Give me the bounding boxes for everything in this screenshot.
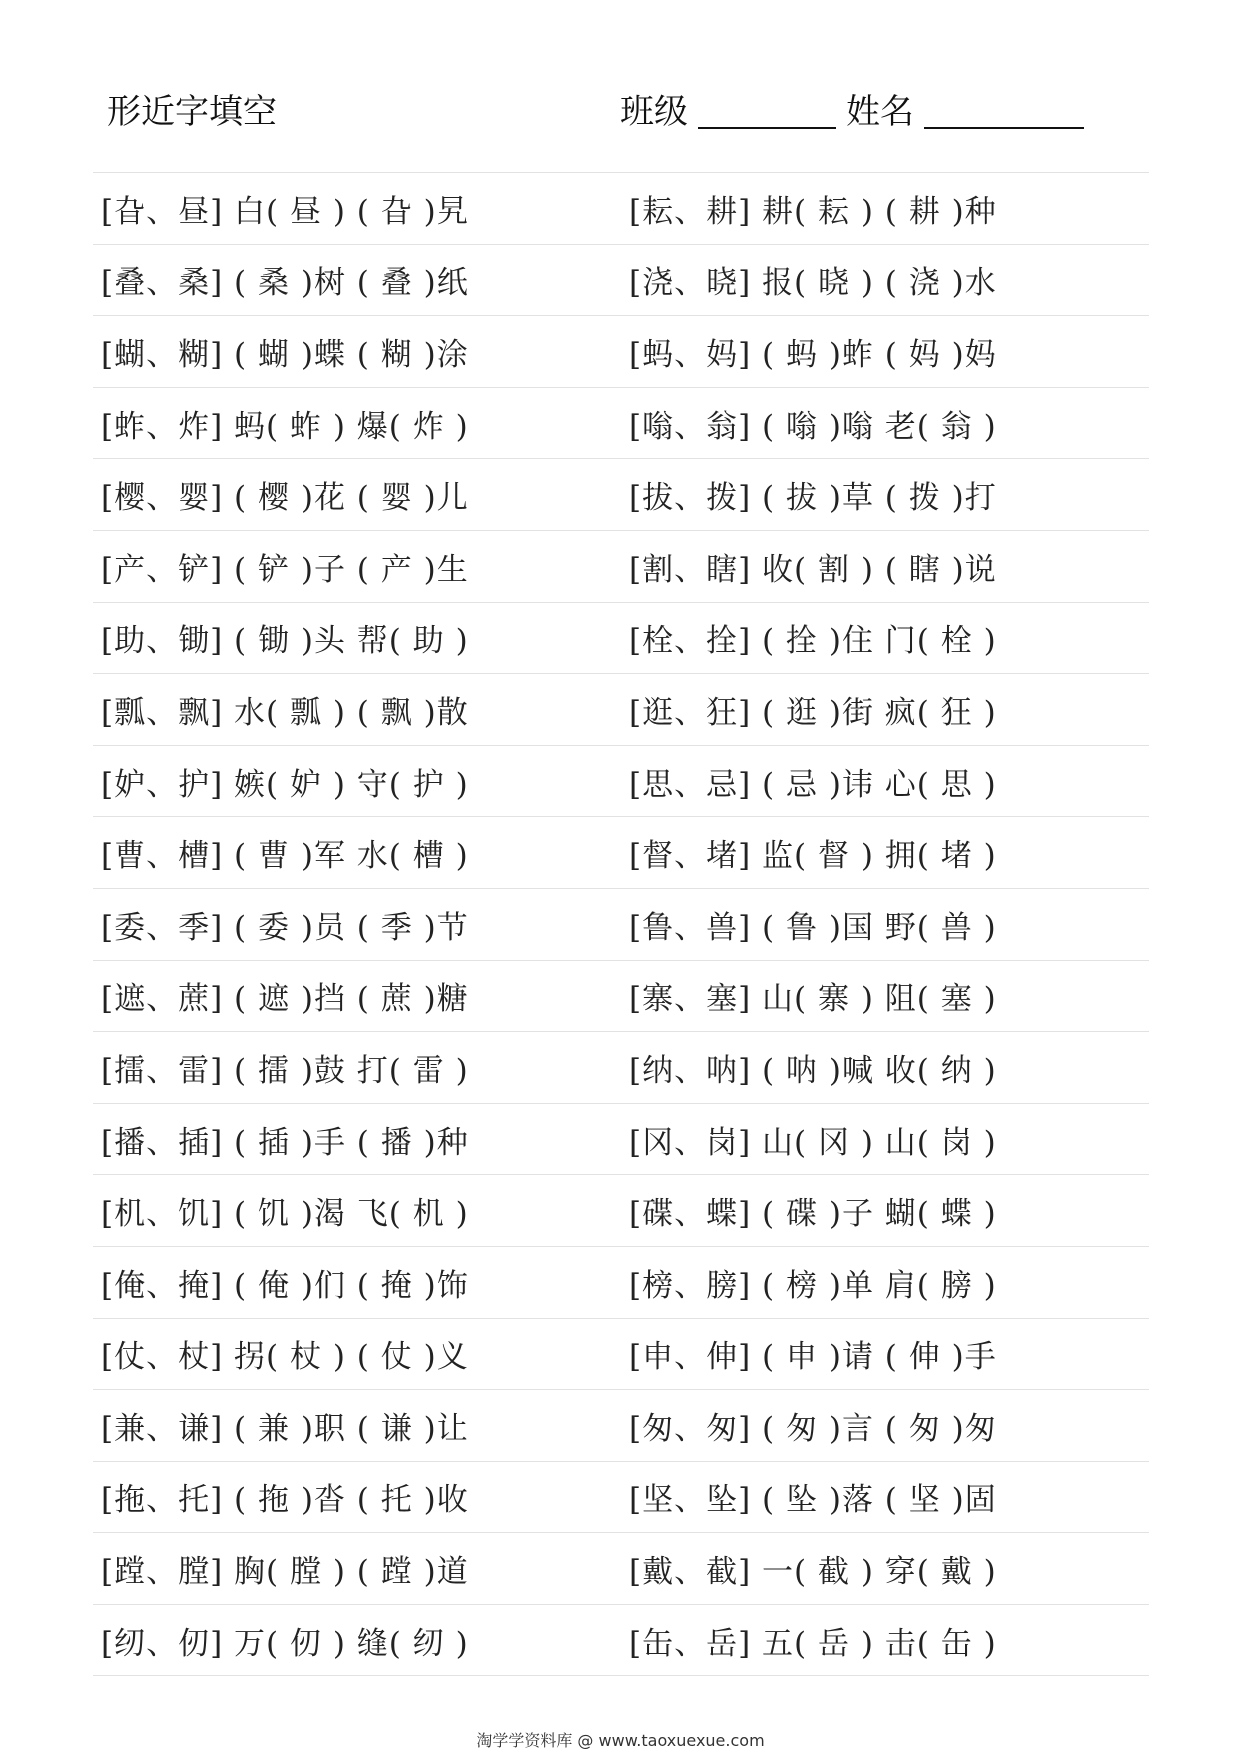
question-text: [嗡、翁] ( 嗡 )嗡 老( 翁 ) [629,408,997,445]
question-text: [曹、槽] ( 曹 )军 水( 槽 ) [101,838,469,875]
question-text: [蝴、糊] ( 蝴 )蝶 ( 糊 )涂 [101,336,469,373]
question-text: [申、伸] ( 申 )请 ( 伸 )手 [629,1339,997,1376]
question-left [93,257,621,302]
question-text: [叠、桑] ( 桑 )树 ( 叠 )纸 [101,265,469,302]
question-text: [督、堵] 监( 督 ) 拥( 堵 ) [629,838,997,875]
question-text: [栓、拴] ( 拴 )住 门( 栓 ) [629,623,997,660]
question-text: [纫、仞] 万( 仞 ) 缝( 纫 ) [101,1625,469,1662]
name-blank-line[interactable] [924,93,1084,129]
worksheet-row [93,459,1149,531]
worksheet-row [93,1462,1149,1534]
question-left [93,1260,621,1305]
worksheet-row [93,674,1149,746]
question-text: [兼、谦] ( 兼 )职 ( 谦 )让 [101,1410,469,1447]
question-left [93,1117,621,1162]
worksheet-row [93,1032,1149,1104]
question-right [621,1260,1149,1305]
question-left [93,544,621,589]
worksheet-header [107,78,1097,134]
class-blank-line[interactable] [698,93,836,129]
name-label: 姓名 [846,92,914,132]
question-text: [擂、雷] ( 擂 )鼓 打( 雷 ) [101,1052,469,1089]
question-text: [蚱、炸] 蚂( 蚱 ) 爆( 炸 ) [101,408,469,445]
question-left [93,830,621,875]
question-left [93,1474,621,1519]
worksheet-row [93,1390,1149,1462]
question-text: [旮、昼] 白( 昼 ) ( 旮 )旯 [101,193,469,230]
question-text: [播、插] ( 插 )手 ( 播 )种 [101,1124,469,1161]
worksheet-row [93,961,1149,1033]
question-right [621,902,1149,947]
fill-in-worksheet [93,172,1149,1676]
question-left [93,687,621,732]
question-text: [蚂、妈] ( 蚂 )蚱 ( 妈 )妈 [629,336,997,373]
page-title: 形近字填空 [107,92,277,132]
question-text: [碟、蝶] ( 碟 )子 蝴( 蝶 ) [629,1196,997,1233]
question-right [621,615,1149,660]
question-right [621,1188,1149,1233]
question-text: [戴、截] 一( 截 ) 穿( 戴 ) [629,1554,997,1591]
question-text: [寨、塞] 山( 寨 ) 阻( 塞 ) [629,981,997,1018]
question-text: [产、铲] ( 铲 )子 ( 产 )生 [101,551,469,588]
worksheet-row [93,603,1149,675]
question-text: [蹚、膛] 胸( 膛 ) ( 蹚 )道 [101,1554,469,1591]
worksheet-row [93,889,1149,961]
question-left [93,1331,621,1376]
question-text: [冈、岗] 山( 冈 ) 山( 岗 ) [629,1124,997,1161]
question-text: [委、季] ( 委 )员 ( 季 )节 [101,909,469,946]
question-right [621,1546,1149,1591]
question-text: [拖、托] ( 拖 )沓 ( 托 )收 [101,1482,469,1519]
question-right [621,973,1149,1018]
question-text: [耘、耕] 耕( 耘 ) ( 耕 )种 [629,193,997,230]
question-text: [匆、匆] ( 匆 )言 ( 匆 )匆 [629,1410,997,1447]
question-right [621,687,1149,732]
question-text: [机、饥] ( 饥 )渴 飞( 机 ) [101,1196,469,1233]
question-left [93,973,621,1018]
question-right [621,401,1149,446]
footer-watermark: 淘学学资料库 @ www.taoxuexue.com [476,1731,765,1750]
worksheet-row [93,1319,1149,1391]
question-text: [瓢、飘] 水( 瓢 ) ( 飘 )散 [101,694,469,731]
worksheet-row [93,1605,1149,1677]
question-right [621,186,1149,231]
question-text: [妒、护] 嫉( 妒 ) 守( 护 ) [101,766,469,803]
question-text: [缶、岳] 五( 岳 ) 击( 缶 ) [629,1625,997,1662]
question-right [621,472,1149,517]
question-left [93,472,621,517]
student-info-fields [620,84,1094,133]
question-left [93,1403,621,1448]
question-text: [助、锄] ( 锄 )头 帮( 助 ) [101,623,469,660]
question-right [621,257,1149,302]
question-text: [遮、蔗] ( 遮 )挡 ( 蔗 )糖 [101,981,469,1018]
worksheet-row [93,1175,1149,1247]
question-text: [浇、晓] 报( 晓 ) ( 浇 )水 [629,265,997,302]
question-left [93,186,621,231]
question-left [93,615,621,660]
worksheet-row [93,245,1149,317]
question-right [621,1045,1149,1090]
worksheet-row [93,316,1149,388]
question-left [93,1546,621,1591]
worksheet-row [93,531,1149,603]
worksheet-row [93,173,1149,245]
question-right [621,329,1149,374]
worksheet-row [93,817,1149,889]
question-text: [逛、狂] ( 逛 )街 疯( 狂 ) [629,694,997,731]
question-right [621,1331,1149,1376]
question-left [93,759,621,804]
question-right [621,1403,1149,1448]
question-right [621,759,1149,804]
worksheet-row [93,388,1149,460]
question-left [93,1618,621,1663]
class-label: 班级 [620,92,688,132]
question-text: [思、忌] ( 忌 )讳 心( 思 ) [629,766,997,803]
question-right [621,1618,1149,1663]
worksheet-row [93,1247,1149,1319]
question-left [93,1188,621,1233]
question-text: [俺、掩] ( 俺 )们 ( 掩 )饰 [101,1267,469,1304]
question-text: [鲁、兽] ( 鲁 )国 野( 兽 ) [629,909,997,946]
question-left [93,401,621,446]
worksheet-row [93,1104,1149,1176]
question-left [93,329,621,374]
question-text: [樱、婴] ( 樱 )花 ( 婴 )儿 [101,480,469,517]
question-right [621,544,1149,589]
question-text: [仗、杖] 拐( 杖 ) ( 仗 )义 [101,1339,469,1376]
question-right [621,1117,1149,1162]
worksheet-row [93,746,1149,818]
question-left [93,902,621,947]
question-text: [纳、呐] ( 呐 )喊 收( 纳 ) [629,1052,997,1089]
question-right [621,830,1149,875]
question-text: [割、瞎] 收( 割 ) ( 瞎 )说 [629,551,997,588]
question-right [621,1474,1149,1519]
worksheet-row [93,1533,1149,1605]
question-text: [榜、膀] ( 榜 )单 肩( 膀 ) [629,1267,997,1304]
question-text: [拔、拨] ( 拔 )草 ( 拨 )打 [629,480,997,517]
question-left [93,1045,621,1090]
question-text: [坚、坠] ( 坠 )落 ( 坚 )固 [629,1482,997,1519]
